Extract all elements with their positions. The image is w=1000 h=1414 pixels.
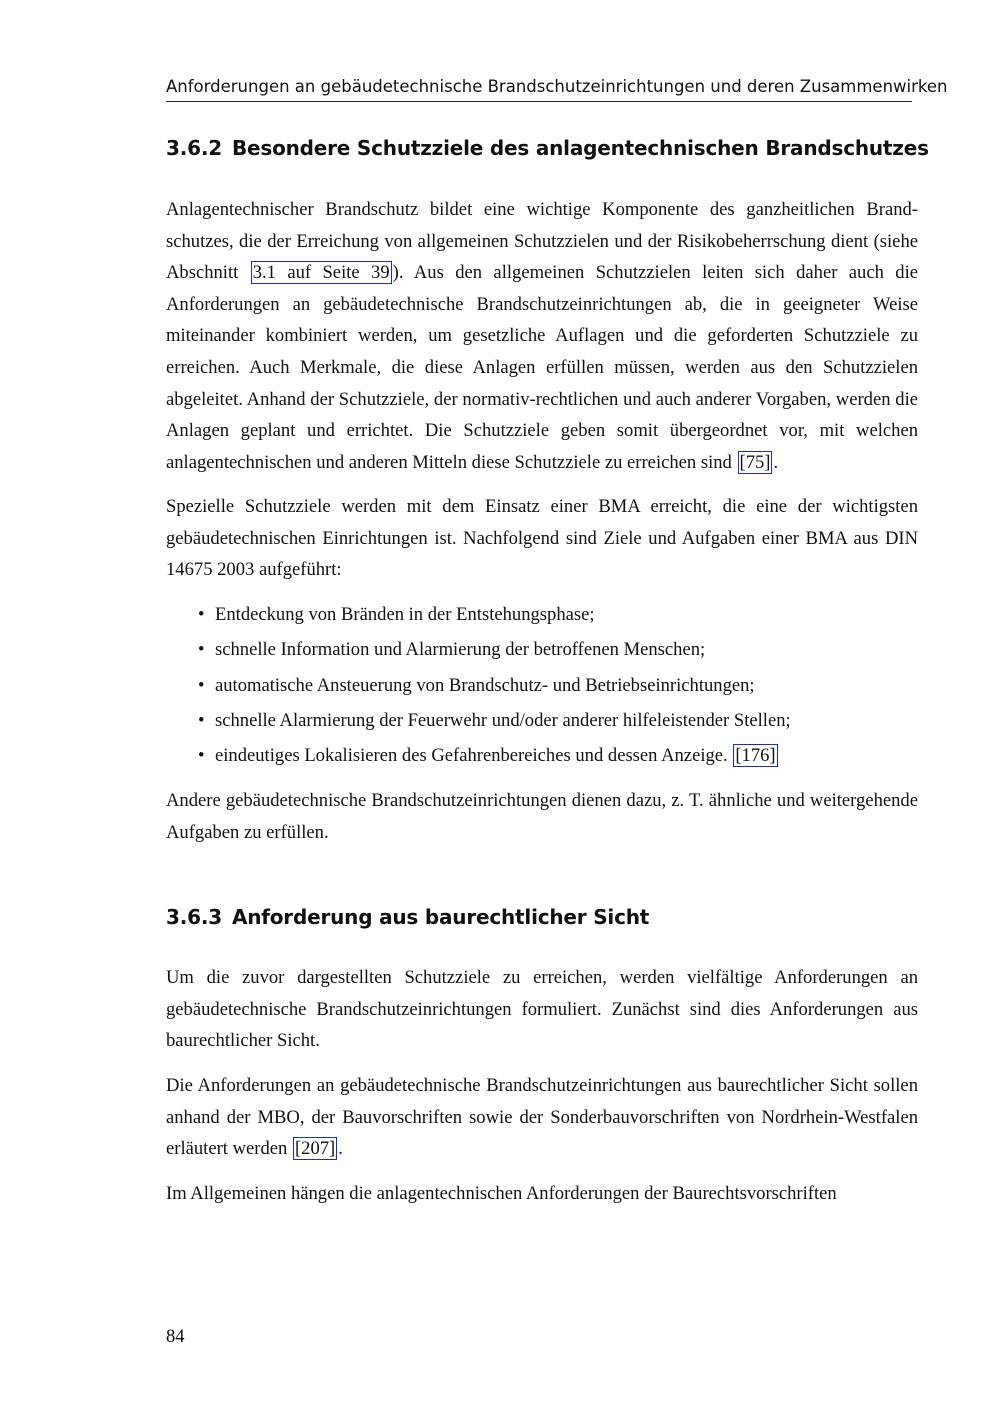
paragraph-text: . (338, 1138, 343, 1160)
cross-reference-link[interactable]: 3.1 auf Seite 39 (252, 262, 390, 284)
bullet-icon: • (198, 639, 205, 661)
section-number: 3.6.2 (166, 136, 222, 160)
section-title: Besondere Schutzziele des anlagentechnischen Brandschutzes (231, 136, 929, 160)
citation-link[interactable]: [176] (735, 745, 776, 767)
running-header: Anforderungen an gebäudetechnische Brandschutzeinrichtungen und deren Zusammenwirken (166, 77, 948, 96)
list-item (166, 632, 918, 667)
paragraph-general: Im Allgemeinen hängen die anlagentechnischen Anforderungen der Baurechtsvorschriften (166, 1183, 837, 1204)
paragraph-mbo (166, 1070, 918, 1165)
paragraph-text: Die Anforderungen an gebäudetechnische Brandschutzeinrichtungen aus baurechtlicher Sicht sollen anhand der MBO, der Bauvorschriften sowie der Sonderbauvorschriften von Nordrhein-Westfalen erläutert werden (166, 1075, 918, 1160)
list-item (166, 738, 918, 773)
paragraph-text: Anlagentechnischer Brandschutz bildet eine wichtige Komponente des ganzheitlichen Brandschutzes, die der Erreichung von allgemeinen Schutzzielen und der Risikobeherrschung dient (siehe Abschnitt (166, 199, 918, 284)
section-heading-3-6-2 (166, 134, 929, 162)
paragraph-other-devices: Andere gebäudetechnische Brandschutzeinrichtungen dienen dazu, z. T. ähnliche und weitergehende Aufgaben zu erfüllen. (166, 790, 918, 843)
list-item (166, 597, 918, 632)
bullet-icon: • (198, 745, 205, 767)
citation-link[interactable]: [75] (739, 451, 771, 473)
list-item-text: Entdeckung von Bränden in der Entstehungsphase; (215, 604, 595, 625)
paragraph-text: ). Aus den allgemeinen Schutzzielen leiten sich daher auch die Anforderungen an gebäudetechnische Brandschutzeinrichtungen ab, die in geeigneter Weise miteinander kombiniert werden, um gesetzliche Auflagen und die geforderten Schutzziele zu erreichen. Auch Merkmale, die diese Anlagen erfüllen müssen, werden aus den Schutzzielen abgeleitet. Anhand der Schutzziele, der normativ-rechtlichen und auch anderer Vorgaben, werden die Anlagen geplant und errichtet. Die Schutzziele geben somit übergeordnet vor, mit welchen anlagentechnischen und anderen Mitteln diese Schutzziele zu erreichen sind (166, 262, 918, 473)
section-number: 3.6.3 (166, 905, 222, 929)
list-item (166, 668, 918, 703)
paragraph-bma: Spezielle Schutzziele werden mit dem Einsatz einer BMA erreicht, die eine der wichtigsten gebäudetechnischen Einrichtungen ist. Nachfolgend sind Ziele und Aufgaben einer BMA aus DIN 14675 2003 aufgeführt: (166, 496, 918, 581)
bma-goals-list (166, 597, 918, 773)
page-number: 84 (166, 1326, 185, 1347)
paragraph-intro (166, 194, 918, 478)
paragraph-text: . (773, 451, 779, 473)
list-item-text: eindeutiges Lokalisieren des Gefahrenbereiches und dessen Anzeige. (215, 745, 733, 767)
bullet-icon: • (198, 674, 205, 696)
section-heading-3-6-3 (166, 903, 649, 931)
list-item-text: automatische Ansteuerung von Brandschutz- und Betriebseinrichtungen; (215, 674, 755, 696)
paragraph-requirements: Um die zuvor dargestellten Schutzziele zu erreichen, werden vielfältige Anforderungen an gebäudetechnische Brandschutzeinrichtungen formuliert. Zunächst sind dies Anforderungen aus baurechtlicher Sicht. (166, 967, 918, 1052)
header-rule (166, 101, 912, 102)
citation-link[interactable]: [207] (294, 1138, 336, 1160)
bullet-icon: • (198, 709, 205, 731)
section-title: Anforderung aus baurechtlicher Sicht (231, 905, 650, 929)
list-item-text: schnelle Information und Alarmierung der betroffenen Menschen; (215, 639, 706, 661)
list-item (166, 703, 918, 738)
bullet-icon: • (198, 604, 205, 625)
list-item-text: schnelle Alarmierung der Feuerwehr und/oder anderer hilfeleistender Stellen; (215, 709, 791, 731)
